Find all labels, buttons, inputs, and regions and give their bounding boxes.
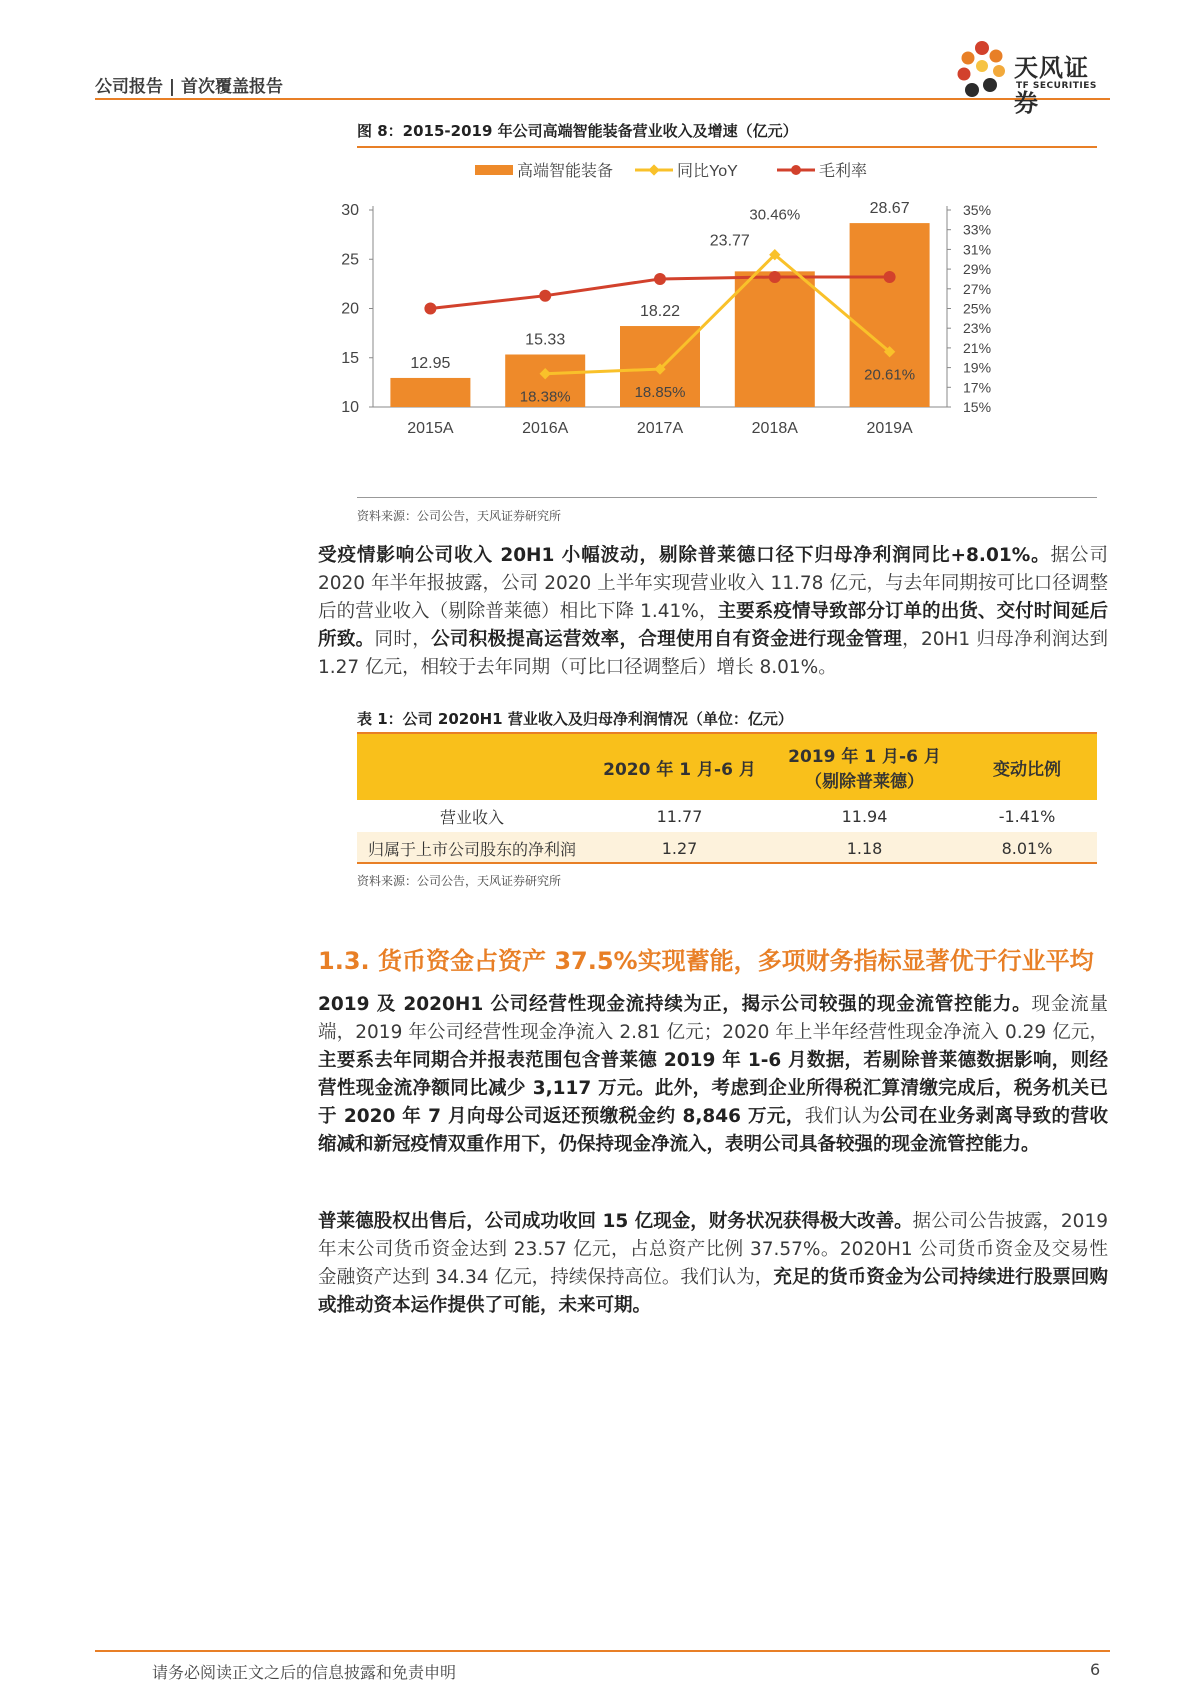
legend-marker xyxy=(791,165,801,175)
table-cell: 11.77 xyxy=(656,806,703,826)
legend-swatch-bar xyxy=(475,165,513,175)
margin-point xyxy=(654,273,666,285)
y-tick-label-right: 23% xyxy=(963,320,992,337)
revenue-chart xyxy=(341,160,1097,490)
chart-legend xyxy=(475,161,867,180)
bar-value-label: 12.95 xyxy=(410,354,451,372)
paragraph-lead: 2019 及 2020H1 公司经营性现金流持续为正，揭示公司较强的现金流管控能力。 xyxy=(318,994,1032,1015)
table-cell: -1.41% xyxy=(998,806,1056,826)
table-cell: 8.01% xyxy=(957,832,1097,864)
bar-value-label: 18.22 xyxy=(639,303,681,321)
y-tick-label-right: 29% xyxy=(963,261,992,278)
bar-value-label: 28.67 xyxy=(869,200,910,218)
table-source: 资料来源：公司公告，天风证券研究所 xyxy=(357,874,562,888)
bar xyxy=(735,271,815,407)
table-bottom-divider xyxy=(357,862,1097,864)
table-row xyxy=(357,832,1097,864)
margin-point xyxy=(424,303,436,315)
y-tick-label-right: 35% xyxy=(963,202,992,218)
y-tick-label-right: 31% xyxy=(963,241,992,258)
company-logo xyxy=(952,38,1112,117)
table-header-cell: 变动比例 xyxy=(957,734,1097,800)
page-number: 6 xyxy=(1090,1660,1101,1679)
y-tick-label-left: 10 xyxy=(341,399,359,416)
y-tick-label-right: 33% xyxy=(963,221,992,238)
footer-disclaimer: 请务必阅读正文之后的信息披露和免责申明 xyxy=(152,1663,457,1682)
logo-text-cn: 天风证券 xyxy=(1014,54,1089,117)
legend-label: 高端智能装备 xyxy=(517,163,614,180)
table-header-cell: 2019 年 1 月-6 月 （剔除普莱德） xyxy=(772,734,957,800)
paragraph-revenue: 受疫情影响公司收入 20H1 小幅波动，剔除普莱德口径下归母净利润同比+8.01%。据公司 2020 年半年报披露，公司 2020 上半年实现营业收入 11.78 亿元，与去年同期按可比口径调整后的营业收入（剔除普莱德）相比下降 1.41%，主要系疫情导致部分订单的出货、交付时间延后所致。同时，公司积极提高运营效率，合理使用自有资金进行现金管理，20H1 归母净利润达到 1.27 亿元，相较于去年同期（可比口径调整后）增长 8.01%。 xyxy=(318,545,1108,678)
table-cell: 归属于上市公司股东的净利润 xyxy=(357,832,587,864)
margin-point xyxy=(769,271,781,283)
figure-title-divider xyxy=(357,146,1097,148)
x-tick-label: 2017A xyxy=(636,420,684,437)
figure-title: 图 8：2015-2019 年公司高端智能装备营业收入及增速（亿元） xyxy=(357,122,798,140)
table-cell: 1.18 xyxy=(772,832,957,864)
table-cell: 11.94 xyxy=(841,806,888,826)
y-tick-label-right: 25% xyxy=(963,300,992,317)
y-tick-label-right: 19% xyxy=(963,359,992,376)
table-cell: 1.27 xyxy=(587,832,772,864)
y-tick-label-right: 15% xyxy=(963,399,992,415)
report-breadcrumb: 公司报告 | 首次覆盖报告 xyxy=(95,77,284,97)
x-tick-label: 2016A xyxy=(522,420,569,437)
x-tick-label: 2018A xyxy=(751,420,798,437)
y-tick-label-left: 25 xyxy=(341,251,359,269)
x-tick-label: 2019A xyxy=(866,420,913,437)
figure-source: 资料来源：公司公告，天风证券研究所 xyxy=(357,509,562,523)
paragraph-lead: 普莱德股权出售后，公司成功收回 15 亿现金，财务状况获得极大改善。 xyxy=(318,1211,913,1232)
h1-results-table xyxy=(357,734,1097,864)
legend-marker xyxy=(648,164,659,175)
logo-text-en: TF SECURITIES xyxy=(1016,81,1097,91)
section-heading: 1.3. 货币资金占资产 37.5%实现蓄能，多项财务指标显著优于行业平均 xyxy=(318,947,1094,975)
legend-label: 毛利率 xyxy=(819,163,868,180)
table-title: 表 1：公司 2020H1 营业收入及归母净利润情况（单位：亿元） xyxy=(357,710,793,728)
margin-point xyxy=(539,290,551,302)
yoy-value-label: 18.38% xyxy=(519,388,571,406)
yoy-line xyxy=(545,255,889,374)
yoy-value-label: 30.46% xyxy=(749,206,801,224)
table-header-row xyxy=(357,734,1097,800)
yoy-value-label: 18.85% xyxy=(634,384,686,402)
y-tick-label-right: 21% xyxy=(963,339,992,356)
table-cell: 营业收入 xyxy=(439,807,504,827)
flower-logo-icon xyxy=(952,38,1010,100)
margin-point xyxy=(884,271,896,283)
y-tick-label-left: 30 xyxy=(341,202,359,219)
y-tick-label-right: 17% xyxy=(963,379,992,396)
bar xyxy=(390,378,470,407)
footer-divider xyxy=(95,1650,1110,1652)
chart-bottom-divider xyxy=(357,497,1097,498)
table-row xyxy=(357,800,1097,832)
legend-label: 同比YoY xyxy=(677,163,738,180)
paragraph-cashflow: 2019 及 2020H1 公司经营性现金流持续为正，揭示公司较强的现金流管控能力。现金流量端，2019 年公司经营性现金净流入 2.81 亿元；2020 年上半年经营性现金净流入 0.29 亿元，主要系去年同期合并报表范围包含普莱德 2019 年 1-6 月数据，若剔除普莱德数据影响，则经营性现金流净额同比减少 3,117 万元。此外，考虑到企业所得税汇算清缴完成后，税务机关已于 2020 年 7 月向母公司返还预缴税金约 8,846 万元，我们认为公司在业务剥离导致的营收缩减和新冠疫情双重作用下，仍保持现金净流入，表明公司具备较强的现金流管控能力。 xyxy=(318,994,1108,1155)
paragraph-lead: 受疫情影响公司收入 20H1 小幅波动，剔除普莱德口径下归母净利润同比+8.01%。 xyxy=(318,545,1051,566)
bar-value-label: 23.77 xyxy=(709,232,750,250)
bar-value-label: 15.33 xyxy=(525,331,566,349)
y-tick-label-right: 27% xyxy=(963,280,992,297)
table-header-cell: 2020 年 1 月-6 月 xyxy=(587,734,772,800)
y-tick-label-left: 15 xyxy=(341,349,359,367)
paragraph-cash-reserve: 普莱德股权出售后，公司成功收回 15 亿现金，财务状况获得极大改善。据公司公告披露，2019 年末公司货币资金达到 23.57 亿元，占总资产比例 37.57%。2020H1 公司货币资金及交易性金融资产达到 34.34 亿元，持续保持高位。我们认为，充足的货币资金为公司持续进行股票回购或推动资本运作提供了可能，未来可期。 xyxy=(318,1211,1108,1316)
y-tick-label-left: 20 xyxy=(341,300,359,318)
x-tick-label: 2015A xyxy=(407,420,454,437)
table-header-cell xyxy=(357,734,587,800)
yoy-value-label: 20.61% xyxy=(864,366,916,384)
